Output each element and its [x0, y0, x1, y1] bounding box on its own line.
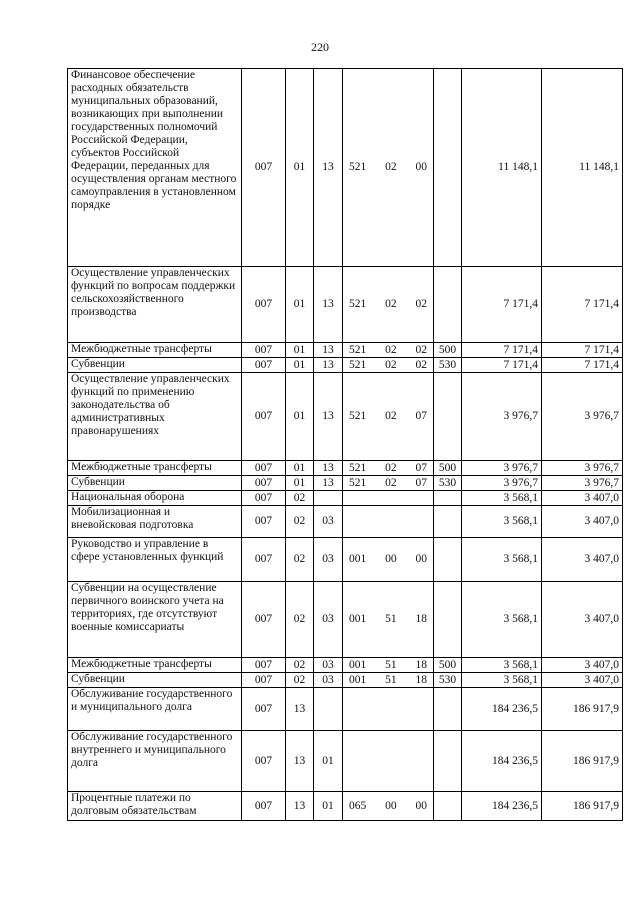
row-sum-1: 3 976,7: [462, 461, 542, 476]
row-sum-2: 186 917,9: [542, 688, 623, 731]
row-rz: 13: [286, 792, 314, 821]
table-row: [68, 582, 623, 658]
csr-part: 51: [385, 613, 397, 625]
csr-code: [343, 462, 433, 475]
csr-part: 521: [349, 358, 367, 371]
csr-part: 51: [385, 673, 397, 686]
row-vr: [434, 491, 462, 506]
csr-part: 02: [385, 358, 397, 371]
row-csr: [343, 343, 434, 358]
row-sum-1: 184 236,5: [462, 731, 542, 792]
row-pr: 01: [314, 731, 343, 792]
row-sum-2: 7 171,4: [542, 358, 623, 373]
row-sum-2: 186 917,9: [542, 731, 623, 792]
csr-code: [343, 553, 433, 566]
row-name: Субвенции: [68, 673, 242, 688]
table-row: [68, 358, 623, 373]
csr-part: 02: [385, 298, 397, 310]
page-number: 220: [311, 40, 329, 54]
csr-part: 18: [415, 613, 427, 625]
row-sum-1: 3 568,1: [462, 673, 542, 688]
csr-code: [343, 613, 433, 626]
csr-code: [343, 298, 433, 311]
row-name: Обслуживание государственного и муниципального долга: [68, 688, 242, 731]
row-csr: [343, 461, 434, 476]
row-csr: [343, 373, 434, 461]
row-csr: [343, 582, 434, 658]
row-csr: [343, 69, 434, 267]
row-sum-1: 184 236,5: [462, 792, 542, 821]
table-body: [68, 69, 623, 821]
row-vr: [434, 792, 462, 821]
row-rz: 02: [286, 491, 314, 506]
row-sum-1: 11 148,1: [462, 69, 542, 267]
row-pr: 03: [314, 506, 343, 538]
row-pr: 13: [314, 267, 343, 343]
row-vr: [434, 538, 462, 582]
csr-code: [343, 800, 433, 813]
row-sum-2: 3 407,0: [542, 506, 623, 538]
csr-part: 07: [415, 410, 427, 422]
budget-table: [67, 68, 623, 821]
row-pr: 03: [314, 673, 343, 688]
csr-part: 00: [415, 161, 427, 173]
row-vr: [434, 373, 462, 461]
row-csr: [343, 358, 434, 373]
row-name: Национальная оборона: [68, 491, 242, 506]
row-sum-2: 3 976,7: [542, 461, 623, 476]
csr-part: 00: [415, 553, 427, 565]
table-row: [68, 267, 623, 343]
csr-part: 18: [415, 673, 427, 686]
csr-part: 02: [415, 358, 427, 371]
row-sum-2: 186 917,9: [542, 792, 623, 821]
row-ved: 007: [242, 506, 286, 538]
row-rz: 01: [286, 267, 314, 343]
row-csr: [343, 491, 434, 506]
row-ved: 007: [242, 476, 286, 491]
row-vr: [434, 582, 462, 658]
csr-part: 02: [385, 343, 397, 356]
row-sum-2: 3 407,0: [542, 538, 623, 582]
csr-part: 065: [349, 799, 367, 812]
row-sum-2: 3 407,0: [542, 491, 623, 506]
row-ved: 007: [242, 343, 286, 358]
csr-part: 00: [385, 553, 397, 565]
row-name: Осуществление управленческих функций по вопросам поддержки сельскохозяйственного производства: [68, 267, 242, 343]
row-pr: [314, 688, 343, 731]
row-rz: 01: [286, 343, 314, 358]
row-pr: 01: [314, 792, 343, 821]
row-pr: 03: [314, 538, 343, 582]
row-vr: 530: [434, 358, 462, 373]
row-name: Процентные платежи по долговым обязательствам: [68, 792, 242, 821]
csr-part: 001: [349, 553, 367, 565]
csr-code: [343, 359, 433, 372]
row-name: Субвенции на осуществление первичного воинского учета на территориях, где отсутствуют военные комиссариаты: [68, 582, 242, 658]
table-row: [68, 673, 623, 688]
row-ved: 007: [242, 373, 286, 461]
csr-part: 001: [349, 658, 367, 671]
row-pr: 13: [314, 343, 343, 358]
row-vr: 500: [434, 461, 462, 476]
row-vr: [434, 731, 462, 792]
row-ved: 007: [242, 658, 286, 673]
row-pr: 03: [314, 658, 343, 673]
row-sum-1: 3 568,1: [462, 538, 542, 582]
row-rz: 02: [286, 673, 314, 688]
row-vr: [434, 69, 462, 267]
csr-part: 07: [415, 476, 427, 489]
row-rz: 13: [286, 688, 314, 731]
table-row: [68, 373, 623, 461]
row-pr: 13: [314, 461, 343, 476]
row-pr: 13: [314, 476, 343, 491]
row-rz: 01: [286, 373, 314, 461]
csr-part: 02: [415, 298, 427, 310]
row-name: Мобилизационная и вневойсковая подготовка: [68, 506, 242, 538]
row-ved: 007: [242, 461, 286, 476]
row-ved: 007: [242, 538, 286, 582]
row-rz: 02: [286, 582, 314, 658]
row-sum-1: 3 568,1: [462, 658, 542, 673]
csr-part: 521: [349, 298, 367, 310]
row-ved: 007: [242, 491, 286, 506]
row-sum-2: 3 407,0: [542, 582, 623, 658]
row-sum-1: 3 976,7: [462, 373, 542, 461]
csr-part: 02: [385, 461, 397, 474]
row-sum-1: 7 171,4: [462, 343, 542, 358]
csr-part: 02: [385, 161, 397, 173]
row-sum-1: 7 171,4: [462, 358, 542, 373]
csr-part: 02: [385, 410, 397, 422]
row-vr: [434, 506, 462, 538]
csr-part: 18: [415, 658, 427, 671]
row-vr: 530: [434, 673, 462, 688]
row-vr: [434, 267, 462, 343]
row-name: Межбюджетные трансферты: [68, 461, 242, 476]
csr-code: [343, 410, 433, 423]
csr-part: 001: [349, 613, 367, 625]
row-ved: 007: [242, 688, 286, 731]
row-name: Субвенции: [68, 476, 242, 491]
csr-part: 02: [415, 343, 427, 356]
csr-part: 521: [349, 410, 367, 422]
row-sum-2: 3 407,0: [542, 673, 623, 688]
row-csr: [343, 792, 434, 821]
row-rz: 02: [286, 658, 314, 673]
row-sum-2: 3 976,7: [542, 373, 623, 461]
row-csr: [343, 476, 434, 491]
row-pr: 03: [314, 582, 343, 658]
row-vr: 500: [434, 343, 462, 358]
row-ved: 007: [242, 358, 286, 373]
table-row: [68, 688, 623, 731]
csr-part: 02: [385, 476, 397, 489]
csr-part: 521: [349, 461, 367, 474]
row-ved: 007: [242, 673, 286, 688]
row-ved: 007: [242, 582, 286, 658]
row-vr: 500: [434, 658, 462, 673]
row-sum-1: 184 236,5: [462, 688, 542, 731]
row-csr: [343, 538, 434, 582]
table-row: [68, 491, 623, 506]
table-row: [68, 731, 623, 792]
row-rz: 01: [286, 69, 314, 267]
table-row: [68, 69, 623, 267]
row-ved: 007: [242, 267, 286, 343]
row-sum-1: 7 171,4: [462, 267, 542, 343]
csr-part: 521: [349, 476, 367, 489]
row-pr: 13: [314, 69, 343, 267]
row-vr: 530: [434, 476, 462, 491]
row-ved: 007: [242, 792, 286, 821]
csr-code: [343, 344, 433, 357]
row-name: Осуществление управленческих функций по применению законодательства об административных правонарушениях: [68, 373, 242, 461]
row-pr: 13: [314, 358, 343, 373]
row-rz: 01: [286, 461, 314, 476]
row-sum-2: 3 407,0: [542, 658, 623, 673]
csr-part: 001: [349, 673, 367, 686]
row-sum-1: 3 568,1: [462, 491, 542, 506]
csr-part: 521: [349, 161, 367, 173]
row-sum-2: 7 171,4: [542, 343, 623, 358]
row-name: Руководство и управление в сфере установленных функций: [68, 538, 242, 582]
row-pr: 13: [314, 373, 343, 461]
row-name: Субвенции: [68, 358, 242, 373]
table-row: [68, 792, 623, 821]
csr-code: [343, 659, 433, 672]
row-ved: 007: [242, 731, 286, 792]
row-ved: 007: [242, 69, 286, 267]
row-csr: [343, 658, 434, 673]
row-sum-2: 11 148,1: [542, 69, 623, 267]
row-csr: [343, 731, 434, 792]
csr-part: 521: [349, 343, 367, 356]
row-name: Обслуживание государственного внутреннего и муниципального долга: [68, 731, 242, 792]
row-csr: [343, 688, 434, 731]
csr-part: 00: [415, 799, 427, 812]
table-row: [68, 461, 623, 476]
row-name: Межбюджетные трансферты: [68, 658, 242, 673]
row-rz: 13: [286, 731, 314, 792]
csr-part: 51: [385, 658, 397, 671]
row-pr: [314, 491, 343, 506]
row-sum-1: 3 568,1: [462, 506, 542, 538]
row-name: Финансовое обеспечение расходных обязательств муниципальных образований, возникающих при выполнении государственных полномочий Российской Федерации, субъектов Российской Федерации, переданных для осуществления органам местного самоуправления в установленном порядке: [68, 69, 242, 267]
table-row: [68, 538, 623, 582]
row-name: Межбюджетные трансферты: [68, 343, 242, 358]
row-sum-2: 3 976,7: [542, 476, 623, 491]
csr-part: 07: [415, 461, 427, 474]
row-csr: [343, 267, 434, 343]
row-csr: [343, 673, 434, 688]
table-row: [68, 658, 623, 673]
row-rz: 01: [286, 358, 314, 373]
csr-part: 00: [385, 799, 397, 812]
row-rz: 02: [286, 506, 314, 538]
row-sum-2: 7 171,4: [542, 267, 623, 343]
row-sum-1: 3 976,7: [462, 476, 542, 491]
row-vr: [434, 688, 462, 731]
table-row: [68, 506, 623, 538]
csr-code: [343, 161, 433, 174]
table-row: [68, 343, 623, 358]
csr-code: [343, 477, 433, 490]
csr-code: [343, 674, 433, 687]
row-rz: 01: [286, 476, 314, 491]
row-rz: 02: [286, 538, 314, 582]
table-row: [68, 476, 623, 491]
row-csr: [343, 506, 434, 538]
row-sum-1: 3 568,1: [462, 582, 542, 658]
